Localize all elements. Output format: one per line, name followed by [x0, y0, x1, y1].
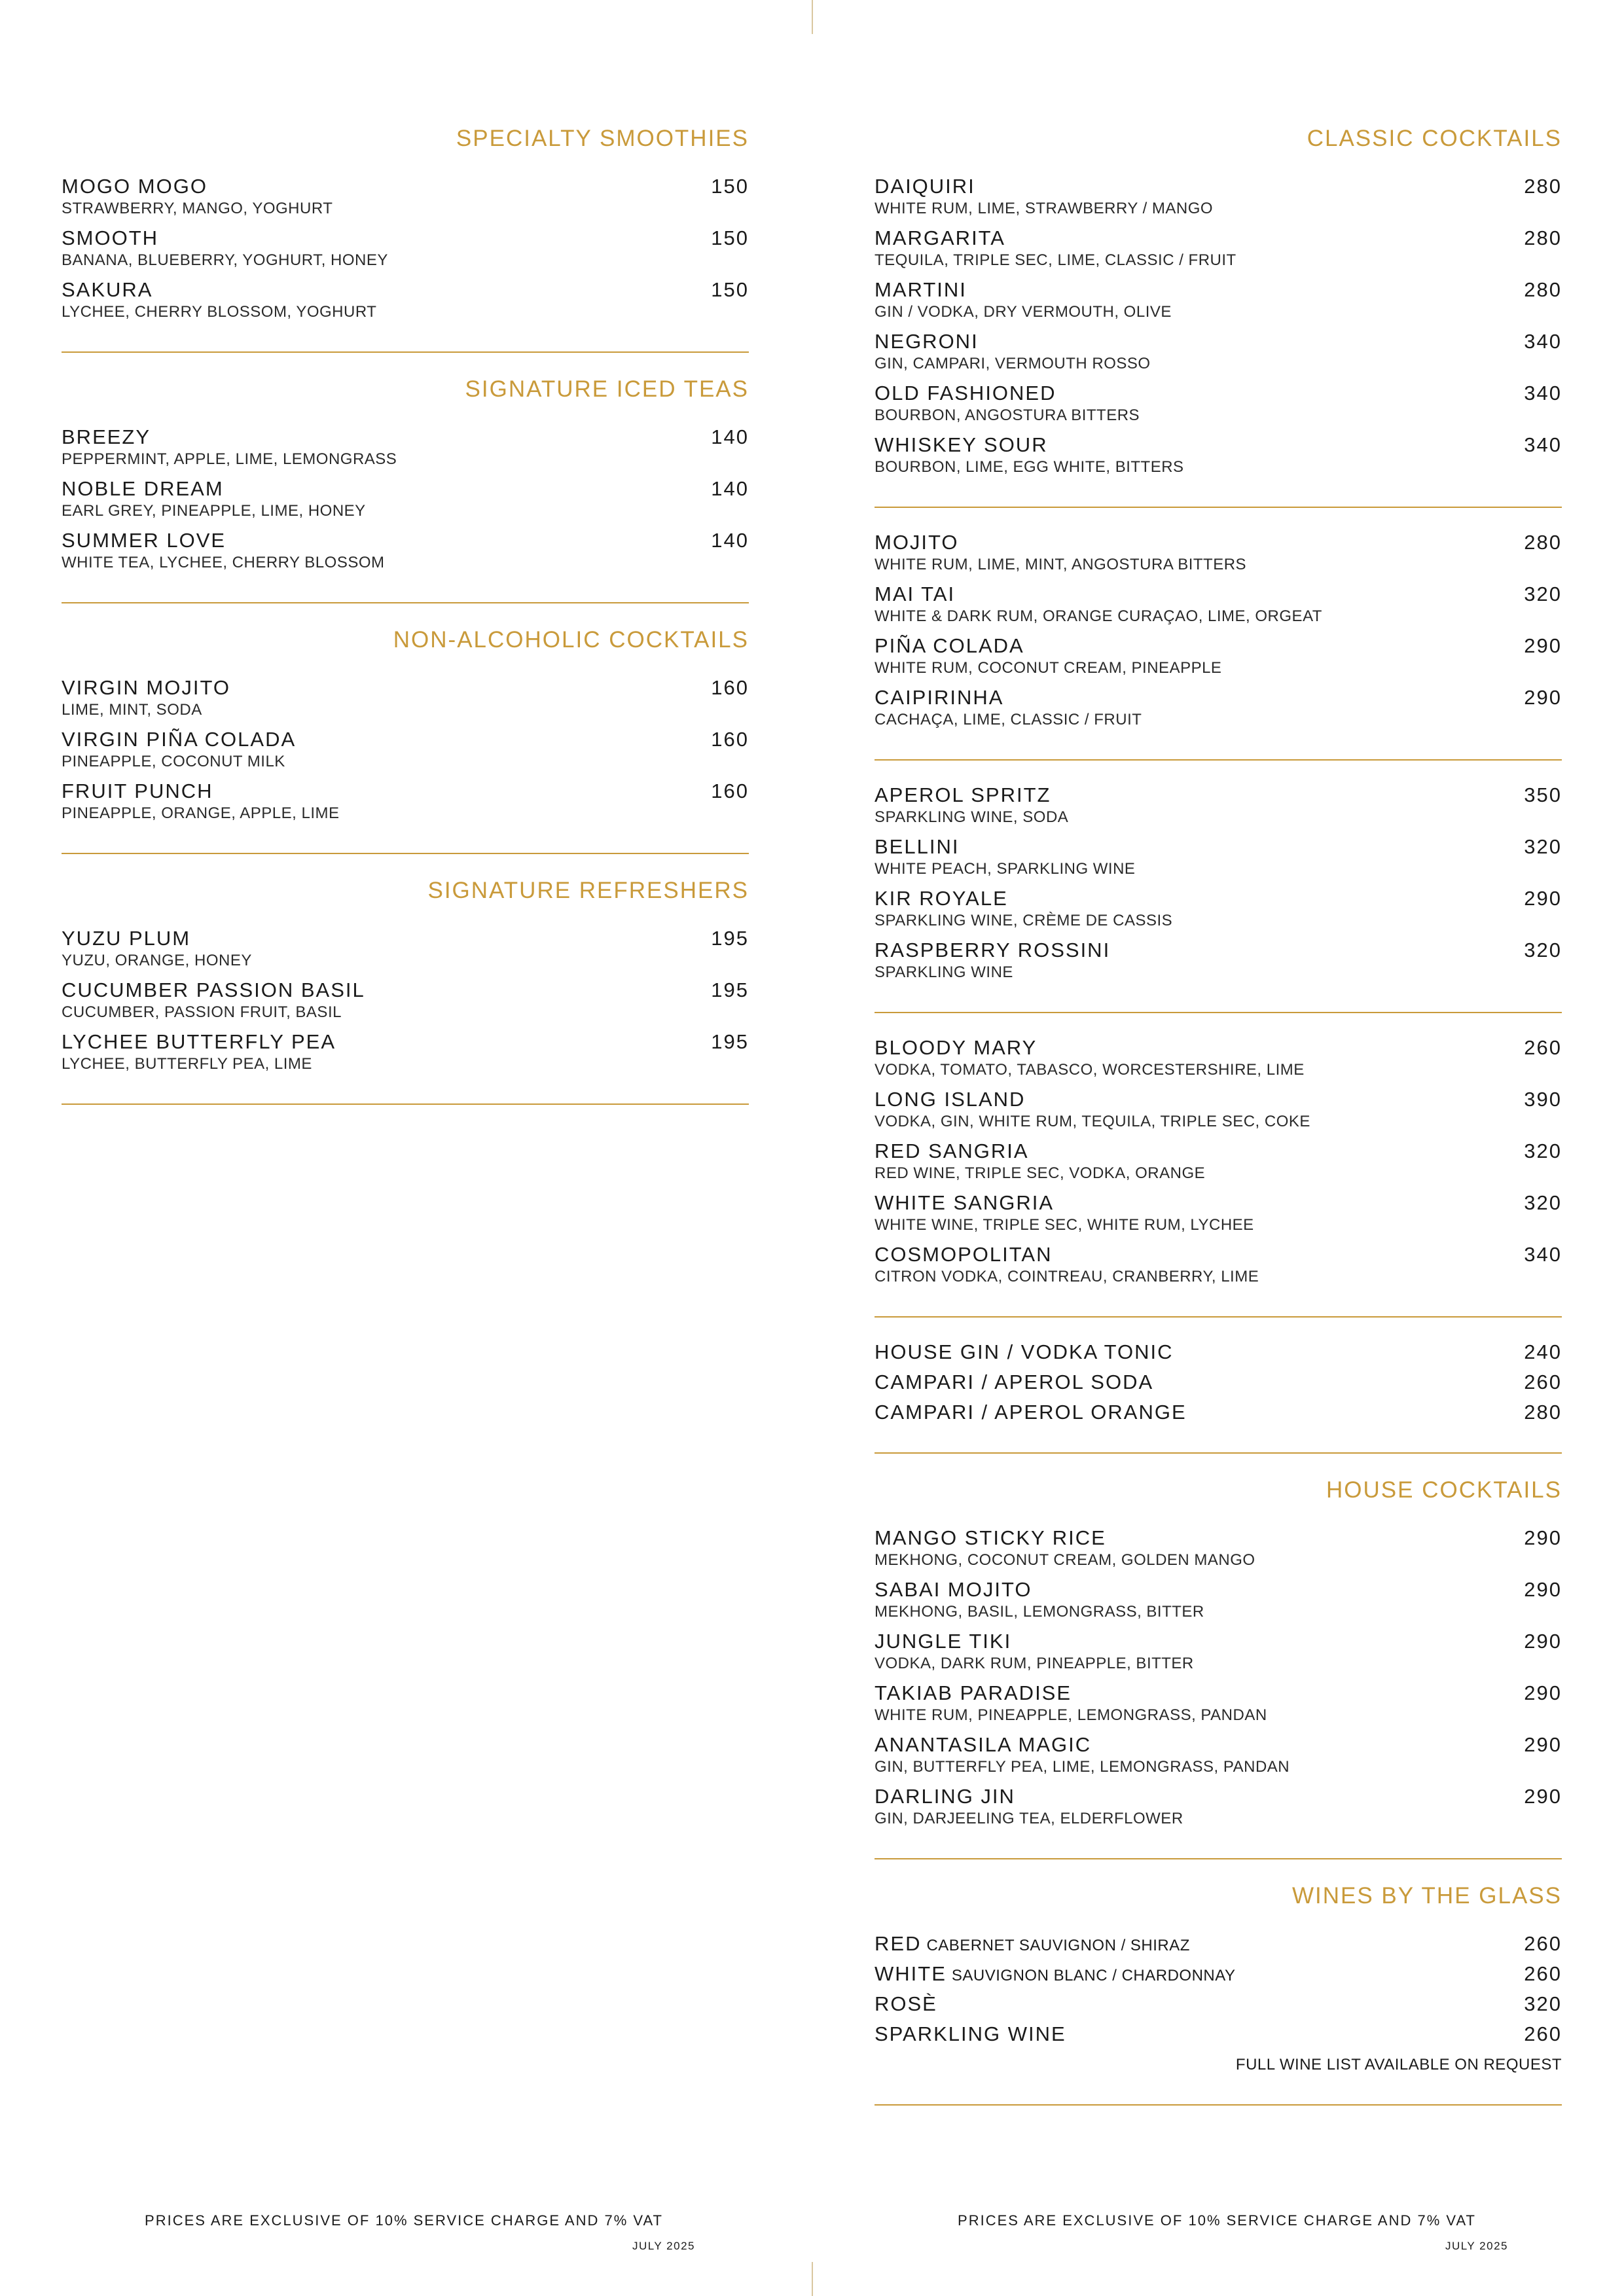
item-description: WHITE RUM, PINEAPPLE, LEMONGRASS, PANDAN [875, 1706, 1267, 1724]
menu-item [875, 1681, 1562, 1732]
item-name: HOUSE GIN / VODKA TONIC [875, 1340, 1174, 1363]
item-name: BLOODY MARY [875, 1036, 1038, 1059]
item-name: JUNGLE TIKI [875, 1630, 1012, 1653]
simple-cocktail-list [875, 1340, 1562, 1454]
item-name: RED SANGRIA [875, 1139, 1029, 1162]
section-divider [62, 351, 749, 353]
menu-item [875, 938, 1562, 990]
item-name: LONG ISLAND [875, 1088, 1026, 1111]
item-name: DAIQUIRI [875, 175, 975, 198]
wine-list-note: FULL WINE LIST AVAILABLE ON REQUEST [1235, 2056, 1562, 2073]
item-name: VIRGIN MOJITO [62, 676, 230, 699]
menu-item [62, 779, 749, 831]
item-description: WHITE PEACH, SPARKLING WINE [875, 860, 1136, 878]
item-price: 280 [1524, 278, 1562, 301]
cocktail-group [875, 1035, 1562, 1318]
section-divider [62, 1103, 749, 1105]
item-description: LYCHEE, BUTTERFLY PEA, LIME [62, 1055, 312, 1073]
item-name: PIÑA COLADA [875, 634, 1024, 657]
menu-item [875, 1139, 1562, 1191]
section-signature-refreshers [62, 876, 749, 1105]
item-name: SABAI MOJITO [875, 1578, 1032, 1601]
item-name: WHISKEY SOUR [875, 433, 1048, 456]
menu-item [875, 1629, 1562, 1681]
section-divider [62, 853, 749, 854]
item-name: OLD FASHIONED [875, 382, 1056, 404]
section-divider [875, 1858, 1562, 1859]
section-classic-cocktails [875, 124, 1562, 1454]
cocktail-group [875, 174, 1562, 508]
menu-date: JULY 2025 [1445, 2240, 1508, 2252]
menu-item [875, 1242, 1562, 1294]
menu-item [62, 926, 749, 978]
section-divider [875, 507, 1562, 508]
menu-item [875, 329, 1562, 381]
item-name: CAIPIRINHA [875, 686, 1004, 709]
item-price: 150 [711, 175, 749, 198]
item-price: 290 [1524, 1526, 1562, 1549]
item-name: TAKIAB PARADISE [875, 1681, 1072, 1704]
item-description: EARL GREY, PINEAPPLE, LIME, HONEY [62, 502, 366, 520]
section-title: WINES BY THE GLASS [1291, 1883, 1562, 1909]
item-description: VODKA, GIN, WHITE RUM, TEQUILA, TRIPLE SEC, COKE [875, 1113, 1310, 1130]
wine-item [875, 2022, 1562, 2052]
item-description: GIN, BUTTERFLY PEA, LIME, LEMONGRASS, PANDAN [875, 1758, 1290, 1776]
item-description: LIME, MINT, SODA [62, 701, 202, 719]
menu-item [62, 1030, 749, 1081]
item-price: 290 [1524, 1733, 1562, 1756]
item-price: 150 [711, 226, 749, 249]
item-price: 280 [1524, 1401, 1562, 1424]
menu-item [62, 278, 749, 329]
item-description: PINEAPPLE, COCONUT MILK [62, 753, 285, 770]
item-description: PINEAPPLE, ORANGE, APPLE, LIME [62, 804, 340, 822]
menu-item [875, 783, 1562, 834]
item-price: 340 [1524, 1243, 1562, 1266]
menu-item [875, 582, 1562, 634]
item-price: 340 [1524, 330, 1562, 353]
item-price: 195 [711, 927, 749, 950]
item-description: BANANA, BLUEBERRY, YOGHURT, HONEY [62, 251, 388, 269]
price-disclaimer: PRICES ARE EXCLUSIVE OF 10% SERVICE CHARGE AND 7% VAT [145, 2212, 663, 2229]
item-price: 320 [1524, 583, 1562, 605]
section-signature-iced-teas [62, 375, 749, 603]
menu-item [875, 886, 1562, 938]
item-price: 260 [1524, 1932, 1562, 1955]
item-price: 195 [711, 978, 749, 1001]
item-name: ANANTASILA MAGIC [875, 1733, 1092, 1756]
section-title: HOUSE COCKTAILS [1326, 1477, 1562, 1503]
item-description: YUZU, ORANGE, HONEY [62, 952, 252, 969]
item-description: WHITE RUM, COCONUT CREAM, PINEAPPLE [875, 659, 1222, 677]
menu-item [875, 174, 1562, 226]
item-price: 390 [1524, 1088, 1562, 1111]
section-house-cocktails [875, 1476, 1562, 1859]
item-price: 140 [711, 425, 749, 448]
wine-item [875, 1931, 1562, 1962]
menu-item [875, 1784, 1562, 1836]
item-name: SAKURA [62, 278, 153, 301]
wine-name: SPARKLING WINE [875, 2022, 1066, 2045]
item-price: 260 [1524, 1036, 1562, 1059]
item-name: CAMPARI / APEROL ORANGE [875, 1401, 1187, 1424]
item-description: VODKA, DARK RUM, PINEAPPLE, BITTER [875, 1655, 1194, 1672]
item-name: MAI TAI [875, 583, 956, 605]
wine-item [875, 1962, 1562, 1992]
item-price: 160 [711, 780, 749, 802]
item-description: BOURBON, LIME, EGG WHITE, BITTERS [875, 458, 1184, 476]
menu-item [875, 1577, 1562, 1629]
item-price: 320 [1524, 1992, 1562, 2015]
item-name: MARTINI [875, 278, 967, 301]
section-wines-by-the-glass [875, 1882, 1562, 2106]
menu-item [875, 1191, 1562, 1242]
menu-date: JULY 2025 [632, 2240, 695, 2252]
menu-item [62, 476, 749, 528]
section-divider [875, 759, 1562, 761]
item-name: MANGO STICKY RICE [875, 1526, 1106, 1549]
item-price: 320 [1524, 1139, 1562, 1162]
item-description: BOURBON, ANGOSTURA BITTERS [875, 406, 1140, 424]
wine-name: RED [875, 1932, 922, 1955]
item-description: WHITE WINE, TRIPLE SEC, WHITE RUM, LYCHEE [875, 1216, 1254, 1234]
section-divider [62, 602, 749, 603]
section-divider [875, 1012, 1562, 1013]
menu-item [62, 226, 749, 278]
item-description: PEPPERMINT, APPLE, LIME, LEMONGRASS [62, 450, 397, 468]
footer-right [926, 2211, 1508, 2253]
item-description: SPARKLING WINE, SODA [875, 808, 1069, 826]
item-price: 320 [1524, 939, 1562, 961]
item-description: SPARKLING WINE [875, 963, 1013, 981]
menu-item [875, 834, 1562, 886]
item-name: MARGARITA [875, 226, 1005, 249]
menu-item [875, 530, 1562, 582]
menu-item [875, 1526, 1562, 1577]
item-name: SMOOTH [62, 226, 159, 249]
section-divider [875, 2104, 1562, 2106]
item-description: CUCUMBER, PASSION FRUIT, BASIL [62, 1003, 342, 1021]
left-menu-column [62, 124, 749, 1127]
item-price: 160 [711, 676, 749, 699]
item-price: 320 [1524, 835, 1562, 858]
menu-item [875, 1400, 1562, 1430]
item-price: 340 [1524, 433, 1562, 456]
wine-name: ROSÈ [875, 1992, 937, 2015]
item-name: WHITE SANGRIA [875, 1191, 1055, 1214]
item-name: SUMMER LOVE [62, 529, 226, 552]
item-description: TEQUILA, TRIPLE SEC, LIME, CLASSIC / FRUIT [875, 251, 1236, 269]
item-description: GIN, CAMPARI, VERMOUTH ROSSO [875, 355, 1151, 372]
section-title: SIGNATURE REFRESHERS [427, 878, 749, 903]
item-name: CUCUMBER PASSION BASIL [62, 978, 365, 1001]
item-price: 150 [711, 278, 749, 301]
item-name: MOJITO [875, 531, 959, 554]
menu-item [875, 226, 1562, 278]
item-name: KIR ROYALE [875, 887, 1008, 910]
item-description: WHITE RUM, LIME, STRAWBERRY / MANGO [875, 200, 1214, 217]
footer-left [113, 2211, 695, 2253]
section-divider [875, 1316, 1562, 1318]
item-price: 280 [1524, 531, 1562, 554]
menu-item [875, 1087, 1562, 1139]
menu-item [875, 634, 1562, 685]
item-description: MEKHONG, BASIL, LEMONGRASS, BITTER [875, 1603, 1204, 1621]
menu-item [875, 1370, 1562, 1400]
item-name: YUZU PLUM [62, 927, 191, 950]
section-title: SPECIALTY SMOOTHIES [456, 126, 749, 151]
cocktail-group [875, 530, 1562, 761]
menu-item [62, 727, 749, 779]
item-price: 160 [711, 728, 749, 751]
wine-name: WHITE [875, 1962, 947, 1985]
wine-item [875, 1992, 1562, 2022]
menu-item [875, 1340, 1562, 1370]
item-price: 290 [1524, 1578, 1562, 1601]
item-description: LYCHEE, CHERRY BLOSSOM, YOGHURT [62, 303, 377, 321]
item-price: 290 [1524, 686, 1562, 709]
menu-item [875, 278, 1562, 329]
item-price: 140 [711, 477, 749, 500]
item-description: STRAWBERRY, MANGO, YOGHURT [62, 200, 333, 217]
item-description: CACHAÇA, LIME, CLASSIC / FRUIT [875, 711, 1142, 728]
item-price: 290 [1524, 1681, 1562, 1704]
item-price: 320 [1524, 1191, 1562, 1214]
item-description: VODKA, TOMATO, TABASCO, WORCESTERSHIRE, LIME [875, 1061, 1305, 1079]
item-price: 195 [711, 1030, 749, 1053]
item-name: FRUIT PUNCH [62, 780, 213, 802]
item-name: BELLINI [875, 835, 960, 858]
section-title: SIGNATURE ICED TEAS [465, 376, 749, 402]
menu-item [875, 381, 1562, 433]
item-name: MOGO MOGO [62, 175, 208, 198]
item-price: 290 [1524, 1630, 1562, 1653]
menu-item [62, 425, 749, 476]
section-specialty-smoothies [62, 124, 749, 353]
right-menu-column [875, 124, 1562, 2128]
item-name: DARLING JIN [875, 1785, 1015, 1808]
price-disclaimer: PRICES ARE EXCLUSIVE OF 10% SERVICE CHARGE AND 7% VAT [958, 2212, 1476, 2229]
menu-item [875, 433, 1562, 484]
item-price: 290 [1524, 634, 1562, 657]
item-price: 140 [711, 529, 749, 552]
item-price: 260 [1524, 2022, 1562, 2045]
item-name: BREEZY [62, 425, 151, 448]
item-name: COSMOPOLITAN [875, 1243, 1053, 1266]
item-description: RED WINE, TRIPLE SEC, VODKA, ORANGE [875, 1164, 1206, 1182]
menu-item [62, 675, 749, 727]
item-description: SPARKLING WINE, CRÈME DE CASSIS [875, 912, 1173, 929]
wine-variety: SAUVIGNON BLANC / CHARDONNAY [951, 1967, 1236, 1984]
menu-item [62, 528, 749, 580]
item-price: 290 [1524, 1785, 1562, 1808]
item-description: WHITE & DARK RUM, ORANGE CURAÇAO, LIME, ORGEAT [875, 607, 1322, 625]
menu-item [62, 978, 749, 1030]
menu-item [875, 685, 1562, 737]
fold-mark-bottom [812, 2262, 813, 2296]
section-non-alcoholic-cocktails [62, 626, 749, 854]
item-name: NOBLE DREAM [62, 477, 224, 500]
item-name: NEGRONI [875, 330, 979, 353]
item-name: VIRGIN PIÑA COLADA [62, 728, 297, 751]
item-price: 340 [1524, 382, 1562, 404]
item-name: APEROL SPRITZ [875, 783, 1051, 806]
menu-item [875, 1035, 1562, 1087]
item-name: LYCHEE BUTTERFLY PEA [62, 1030, 336, 1053]
section-title: CLASSIC COCKTAILS [1307, 126, 1562, 151]
item-description: GIN, DARJEELING TEA, ELDERFLOWER [875, 1810, 1183, 1827]
item-price: 350 [1524, 783, 1562, 806]
item-description: WHITE RUM, LIME, MINT, ANGOSTURA BITTERS [875, 556, 1247, 573]
item-description: CITRON VODKA, COINTREAU, CRANBERRY, LIME [875, 1268, 1259, 1285]
item-price: 260 [1524, 1962, 1562, 1985]
item-price: 290 [1524, 887, 1562, 910]
menu-item [875, 1732, 1562, 1784]
cocktail-group [875, 783, 1562, 1013]
menu-item [62, 174, 749, 226]
section-divider [875, 1452, 1562, 1454]
wine-variety: CABERNET SAUVIGNON / SHIRAZ [926, 1937, 1190, 1954]
item-price: 280 [1524, 226, 1562, 249]
item-description: WHITE TEA, LYCHEE, CHERRY BLOSSOM [62, 554, 385, 571]
item-name: RASPBERRY ROSSINI [875, 939, 1111, 961]
item-name: CAMPARI / APEROL SODA [875, 1371, 1154, 1393]
item-price: 240 [1524, 1340, 1562, 1363]
item-price: 280 [1524, 175, 1562, 198]
item-description: GIN / VODKA, DRY VERMOUTH, OLIVE [875, 303, 1172, 321]
item-price: 260 [1524, 1371, 1562, 1393]
section-title: NON-ALCOHOLIC COCKTAILS [393, 627, 749, 653]
fold-mark-top [812, 0, 813, 34]
item-description: MEKHONG, COCONUT CREAM, GOLDEN MANGO [875, 1551, 1255, 1569]
